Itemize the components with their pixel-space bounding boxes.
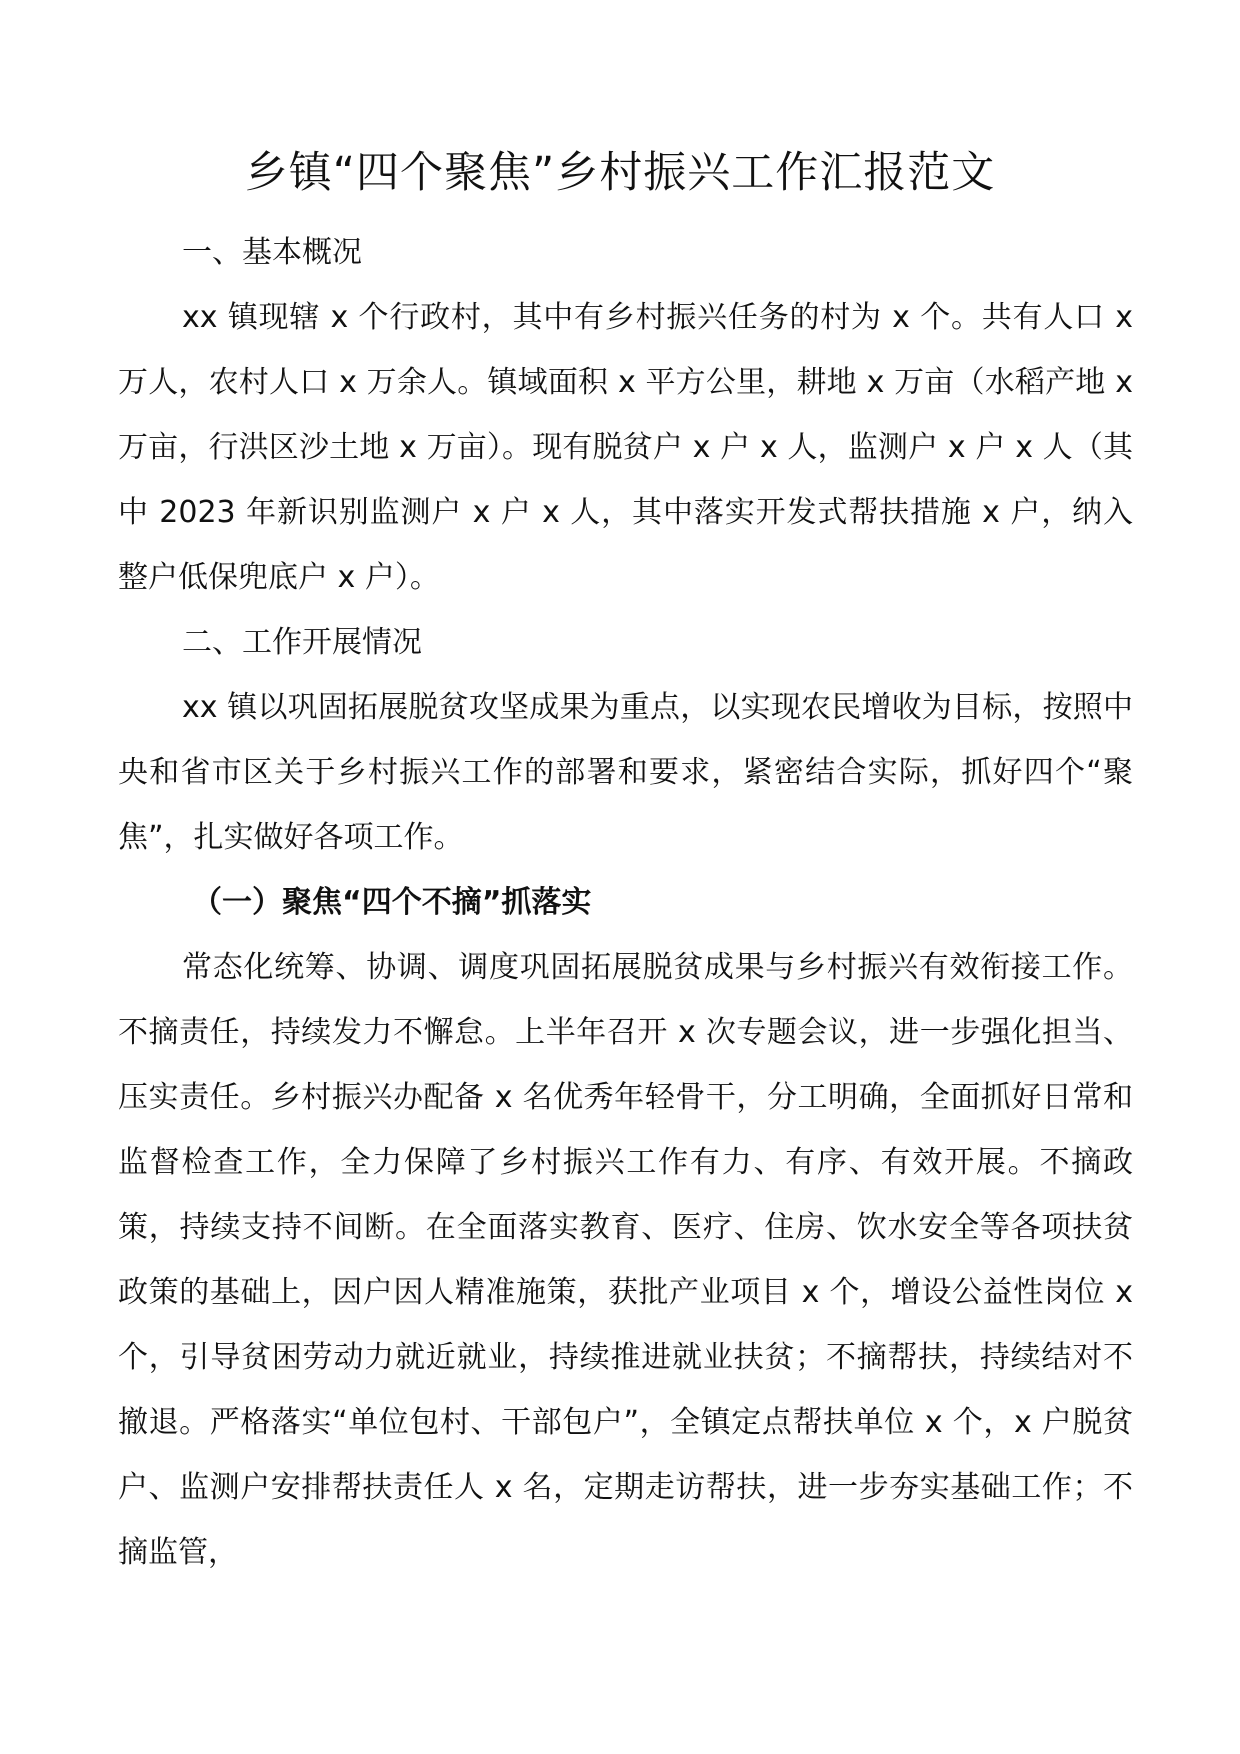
section-heading-work-progress: 二、工作开展情况 (182, 625, 422, 660)
document-title: 乡镇“四个聚焦”乡村振兴工作汇报范文 (244, 148, 996, 198)
section-paragraph-basic-overview: xx 镇现辖 x 个行政村，其中有乡村振兴任务的村为 x 个。共有人口 x 万人，农村人口 x 万余人。镇域面积 x 平方公里，耕地 x 万亩（水稻产地 x 万亩，行洪区沙土地 x 万亩）。现有脱贫户 x 户 x 人，监测户 x 户 x 人（其中 2023 年新识别监测户 x 户 x 人，其中落实开发式帮扶措施 x 户，纳入整户低保兜底户 x 户）。 (118, 300, 1133, 595)
document-body (118, 220, 1133, 1585)
section-heading-basic-overview: 一、基本概况 (182, 235, 362, 270)
section-paragraph-work-progress: xx 镇以巩固拓展脱贫攻坚成果为重点，以实现农民增收为目标，按照中央和省市区关于乡村振兴工作的部署和要求，紧密结合实际，抓好四个“聚焦”，扎实做好各项工作。 (118, 690, 1133, 855)
subsection-paragraph-four-not-remove: 常态化统筹、协调、调度巩固拓展脱贫成果与乡村振兴有效衔接工作。不摘责任，持续发力不懈怠。上半年召开 x 次专题会议，进一步强化担当、压实责任。乡村振兴办配备 x 名优秀年轻骨干，分工明确，全面抓好日常和监督检查工作，全力保障了乡村振兴工作有力、有序、有效开展。不摘政策，持续支持不间断。在全面落实教育、医疗、住房、饮水安全等各项扶贫政策的基础上，因户因人精准施策，获批产业项目 x 个，增设公益性岗位 x 个，引导贫困劳动力就近就业，持续推进就业扶贫；不摘帮扶，持续结对不撤退。严格落实“单位包村、干部包户”，全镇定点帮扶单位 x 个，x 户脱贫户、监测户安排帮扶责任人 x 名，定期走访帮扶，进一步夯实基础工作；不摘监管， (118, 950, 1133, 1570)
subsection-heading-four-not-remove: （一）聚焦“四个不摘”抓落实 (192, 885, 592, 920)
